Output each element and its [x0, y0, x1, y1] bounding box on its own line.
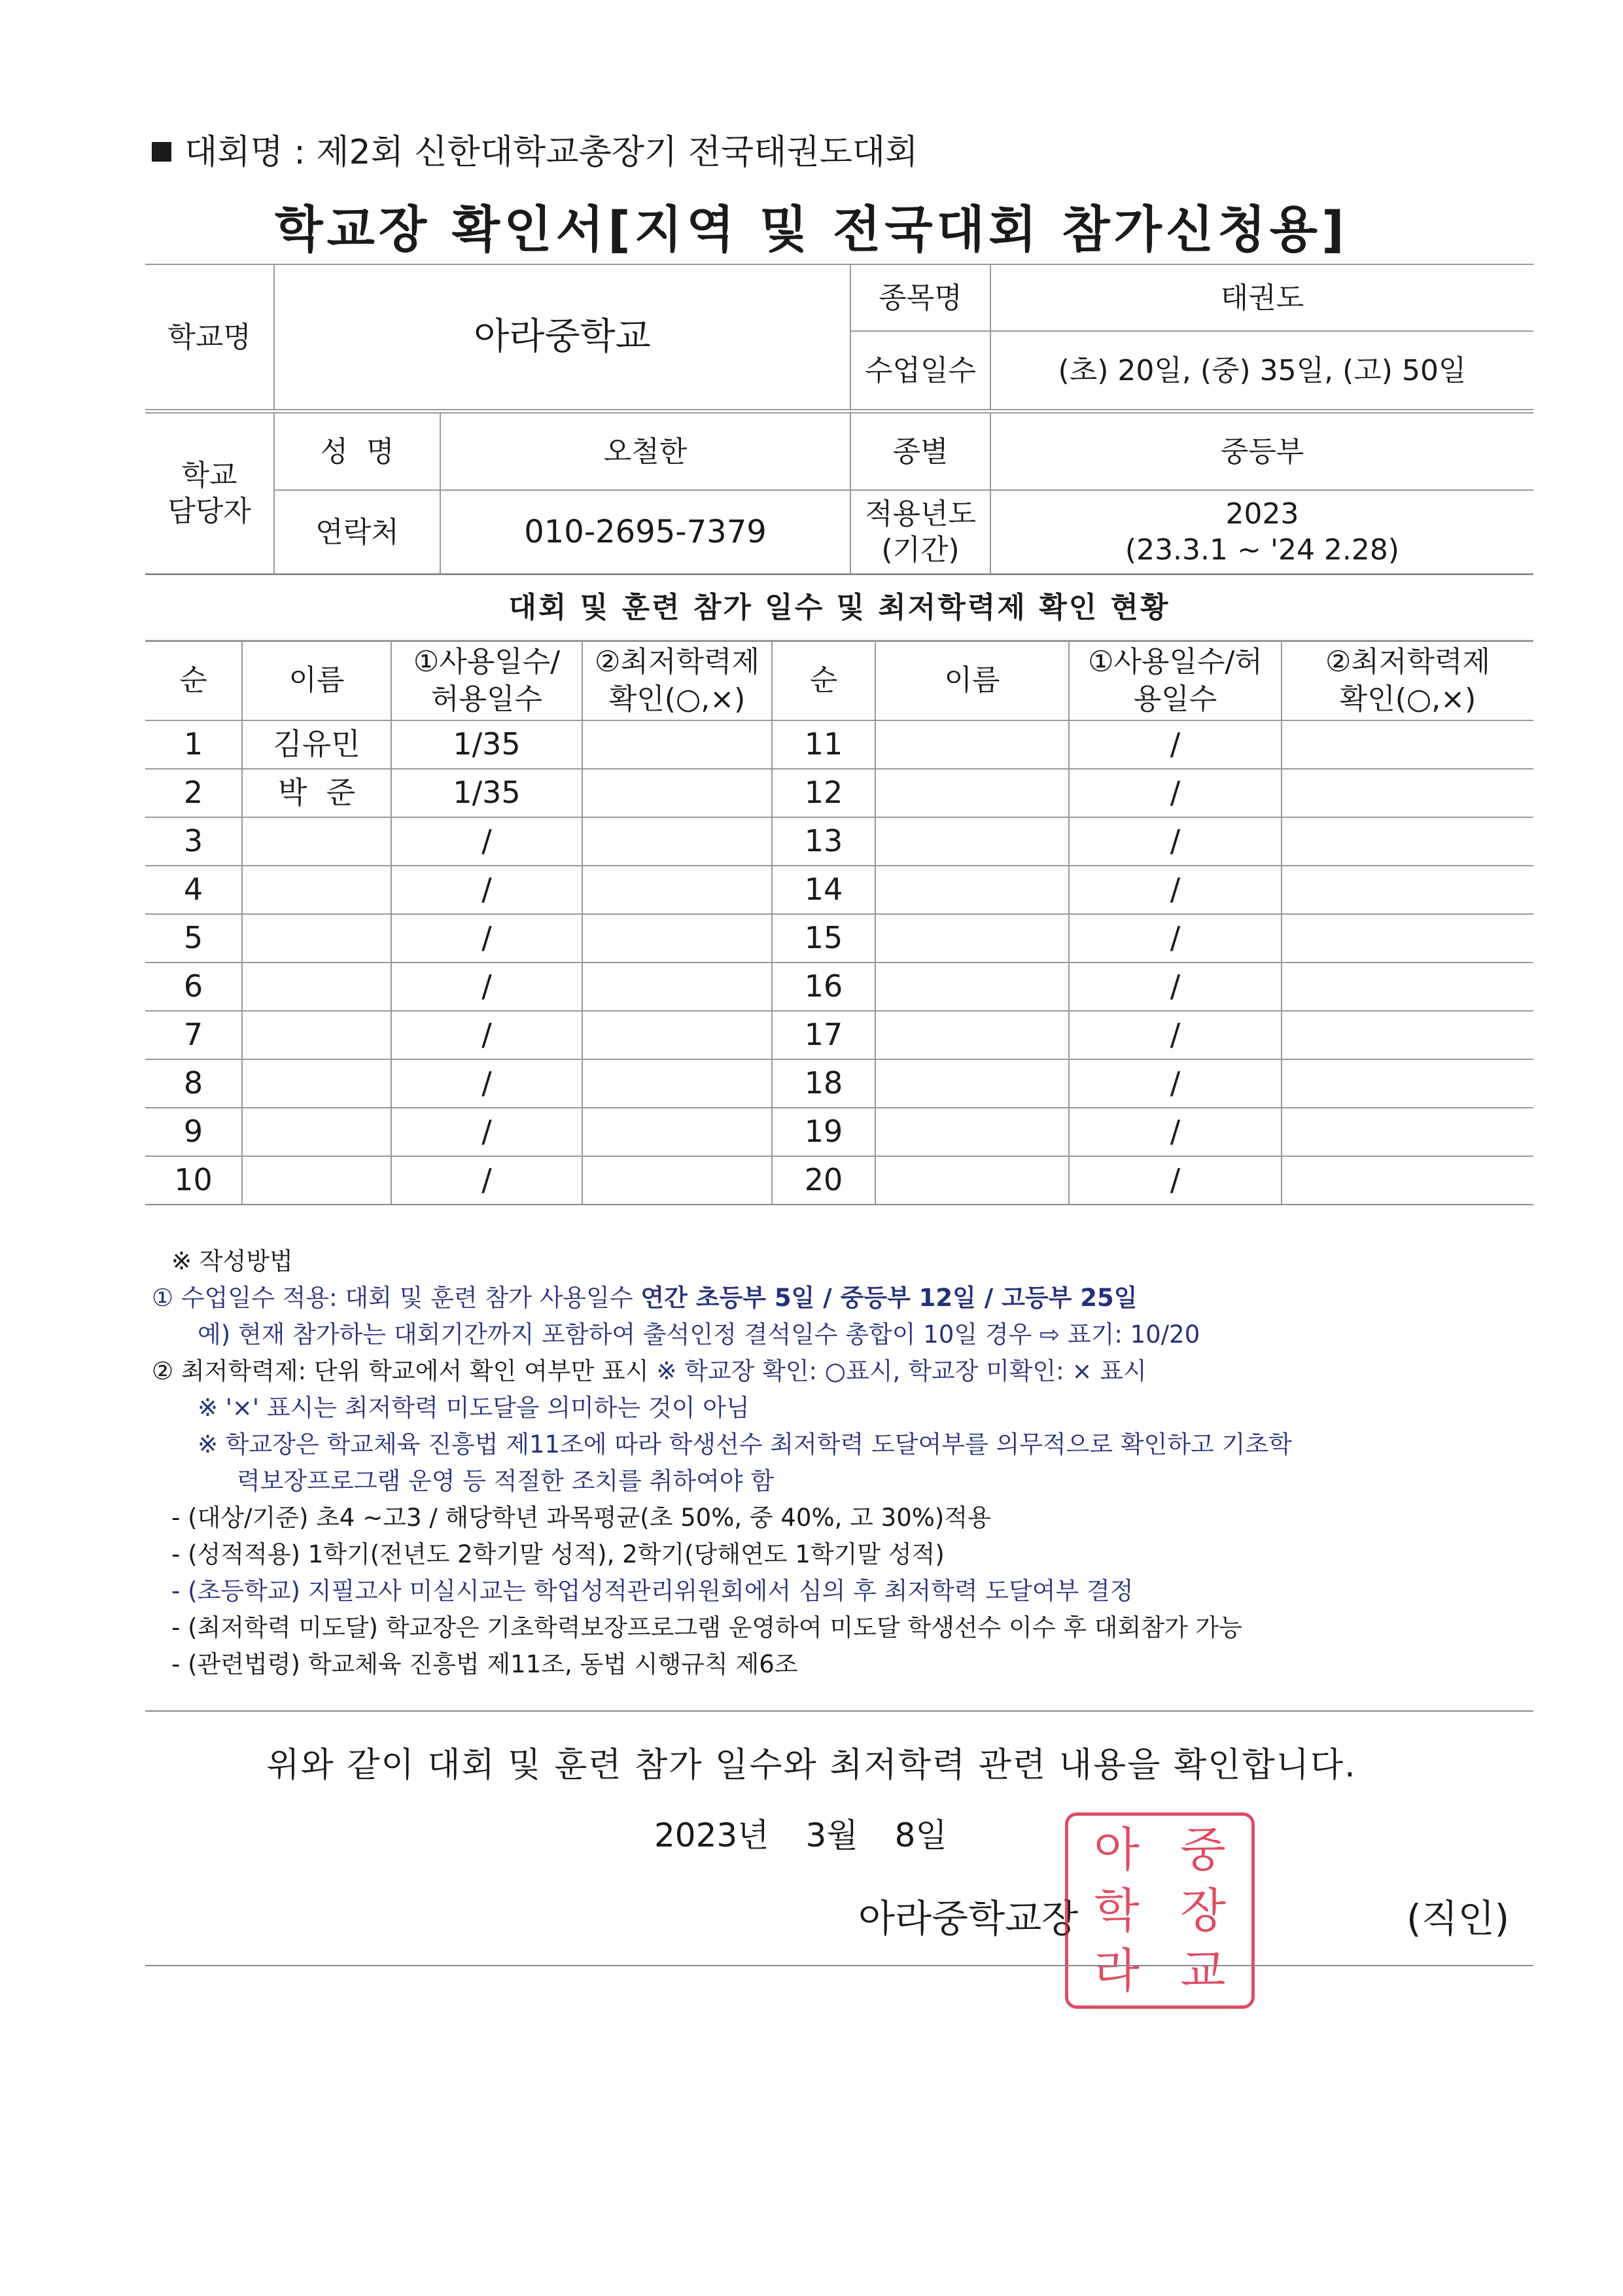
row-no: 8 — [145, 1059, 242, 1108]
seal-char: 장 — [1180, 1882, 1226, 1938]
row-days: 1/35 — [391, 720, 582, 769]
note-1-example: 예) 현재 참가하는 대회기간까지 포함하여 출석인정 결석일수 총합이 10일 경우 ⇨ 표기: 10/20 — [198, 1320, 1200, 1349]
school-label: 학교명 — [145, 264, 274, 410]
table-row — [145, 1156, 1533, 1205]
table-row — [145, 866, 1533, 914]
contact-value: 010-2695-7379 — [440, 490, 850, 574]
row-no: 12 — [772, 769, 875, 817]
header-check-right — [1282, 641, 1533, 720]
header-check-left — [582, 641, 772, 720]
row-days: / — [391, 914, 582, 963]
bullet-square-icon — [152, 142, 171, 162]
row-check — [582, 817, 772, 866]
row-no: 20 — [772, 1156, 875, 1205]
header-no-left: 순 — [145, 641, 242, 720]
row-name — [242, 866, 391, 914]
row-days: / — [1069, 1011, 1282, 1059]
row-check — [1282, 720, 1533, 769]
row-no: 5 — [145, 914, 242, 963]
row-name — [242, 914, 391, 963]
year-value: 2023 — [1225, 497, 1299, 531]
manager-label-line1: 학교 — [181, 459, 237, 492]
division-value: 중등부 — [990, 413, 1533, 490]
year-label-line2: (기간) — [881, 533, 960, 567]
row-days: / — [1069, 1059, 1282, 1108]
seal-char: 아 — [1094, 1822, 1140, 1877]
row-name — [875, 866, 1069, 914]
school-info-table — [145, 264, 1533, 410]
row-no: 11 — [772, 720, 875, 769]
row-days: / — [1069, 769, 1282, 817]
year-label-line1: 적용년도 — [864, 497, 976, 531]
row-no: 18 — [772, 1059, 875, 1108]
row-days: / — [1069, 866, 1282, 914]
section-title: 대회 및 훈련 참가 일수 및 최저학력제 확인 현황 — [145, 574, 1533, 642]
header-days-left — [391, 641, 582, 720]
row-no: 4 — [145, 866, 242, 914]
row-check — [1282, 1011, 1533, 1059]
year-period — [990, 490, 1533, 574]
date-year: 2023년 — [654, 1816, 769, 1854]
row-days: / — [391, 1011, 582, 1059]
contact-label: 연락처 — [274, 490, 440, 574]
event-name — [152, 124, 918, 173]
row-days: / — [391, 817, 582, 866]
row-check — [1282, 769, 1533, 817]
header-days-right-line2: 용일수 — [1133, 682, 1217, 716]
row-name — [875, 720, 1069, 769]
table-row — [145, 769, 1533, 817]
row-name — [242, 1059, 391, 1108]
row-check — [1282, 866, 1533, 914]
row-check — [582, 720, 772, 769]
days-label: 수업일수 — [850, 331, 990, 410]
header-name-left: 이름 — [242, 641, 391, 720]
manager-label-line2: 담당자 — [167, 495, 251, 528]
days-value: (초) 20일, (중) 35일, (고) 50일 — [990, 331, 1533, 410]
header-check-left-line1: ②최저학력제 — [595, 645, 759, 679]
table-row — [145, 1011, 1533, 1059]
row-check — [582, 963, 772, 1011]
row-check — [582, 914, 772, 963]
row-name — [242, 963, 391, 1011]
manager-label — [145, 413, 274, 574]
seal-char: 중 — [1180, 1822, 1226, 1877]
note-2-blue: ※ 학교장 확인: ○표시, 학교장 미확인: × 표시 — [656, 1357, 1147, 1385]
date-month: 3월 — [805, 1816, 858, 1854]
school-name: 아라중학교 — [274, 264, 850, 410]
event-label: 대회명 : 제2회 신한대학교총장기 전국태권도대회 — [184, 133, 918, 172]
row-no: 2 — [145, 769, 242, 817]
row-days: / — [1069, 914, 1282, 963]
row-check — [582, 1156, 772, 1205]
roster-header-row — [145, 641, 1533, 720]
row-check — [1282, 914, 1533, 963]
manager-table — [145, 412, 1533, 574]
confirmation-text: 위와 같이 대회 및 훈련 참가 일수와 최저학력 관련 내용을 확인합니다. — [266, 1746, 1357, 1785]
instructions — [152, 1243, 1578, 1683]
row-no: 9 — [145, 1108, 242, 1156]
row-days: / — [391, 1156, 582, 1205]
name-label: 성 명 — [274, 413, 440, 490]
row-name — [875, 1156, 1069, 1205]
row-days: / — [1069, 720, 1282, 769]
row-check — [582, 1011, 772, 1059]
divider — [145, 1710, 1533, 1712]
row-name — [875, 769, 1069, 817]
period-value: (23.3.1 ~ '24 2.28) — [1125, 533, 1400, 567]
row-days: / — [391, 963, 582, 1011]
row-days: / — [1069, 1108, 1282, 1156]
sport-label: 종목명 — [850, 264, 990, 331]
division-label: 종별 — [850, 413, 990, 490]
seal-char: 학 — [1094, 1882, 1140, 1938]
row-name — [875, 1059, 1069, 1108]
row-no: 19 — [772, 1108, 875, 1156]
row-no: 1 — [145, 720, 242, 769]
sport-value: 태권도 — [990, 264, 1533, 331]
row-name — [242, 1108, 391, 1156]
row-check — [1282, 963, 1533, 1011]
row-name: 박 준 — [242, 769, 391, 817]
row-no: 17 — [772, 1011, 875, 1059]
row-no: 3 — [145, 817, 242, 866]
roster-table — [145, 640, 1533, 1205]
header-days-right-line1: ①사용일수/허 — [1088, 645, 1263, 679]
note-1-lead: ① 수업일수 적용: 대회 및 훈련 참가 사용일수 — [152, 1284, 641, 1312]
note-7: - (초등학교) 지필고사 미실시교는 학업성적관리위원회에서 심의 후 최저학력 도달여부 결정 — [171, 1577, 1134, 1605]
note-3: ※ '×' 표시는 최저학력 미도달을 의미하는 것이 아님 — [198, 1394, 750, 1422]
row-name — [242, 817, 391, 866]
header-days-left-line1: ①사용일수/ — [413, 645, 561, 679]
note-8: - (최저학력 미도달) 학교장은 기초학력보장프로그램 운영하여 미도달 학생선수 이수 후 대회참가 가능 — [171, 1614, 1243, 1642]
table-row — [145, 817, 1533, 866]
table-row — [145, 914, 1533, 963]
note-9: - (관련법령) 학교체육 진흥법 제11조, 동법 시행규칙 제6조 — [171, 1650, 798, 1678]
seal-label: (직인) — [1406, 1896, 1510, 1941]
note-1-bold: 연간 초등부 5일 / 중등부 12일 / 고등부 25일 — [640, 1284, 1138, 1312]
row-no: 7 — [145, 1011, 242, 1059]
row-days: / — [391, 866, 582, 914]
header-check-right-line1: ②최저학력제 — [1325, 645, 1490, 679]
row-days: / — [1069, 1156, 1282, 1205]
row-no: 16 — [772, 963, 875, 1011]
row-name — [875, 1108, 1069, 1156]
header-days-left-line2: 허용일수 — [430, 682, 542, 716]
table-row — [145, 963, 1533, 1011]
note-1 — [152, 1280, 1578, 1316]
row-check — [582, 769, 772, 817]
official-seal-stamp — [1065, 1812, 1255, 2009]
name-value: 오철한 — [440, 413, 850, 490]
note-4-line2: 력보장프로그램 운영 등 적절한 조치를 취하여야 함 — [237, 1467, 775, 1495]
header-check-left-line2: 확인(○,×) — [608, 682, 746, 716]
row-days: / — [391, 1108, 582, 1156]
page-title: 학교장 확인서[지역 및 전국대회 참가신청용] — [275, 200, 1348, 258]
note-6: - (성적적용) 1학기(전년도 2학기말 성적), 2학기(당해연도 1학기말 성적) — [171, 1540, 945, 1568]
header-check-right-line2: 확인(○,×) — [1339, 682, 1476, 716]
row-name — [875, 914, 1069, 963]
header-days-right — [1069, 641, 1282, 720]
row-name: 김유민 — [242, 720, 391, 769]
row-no: 14 — [772, 866, 875, 914]
table-row — [145, 1108, 1533, 1156]
principal-name: 아라중학교장 — [858, 1896, 1079, 1941]
header-name-right: 이름 — [875, 641, 1069, 720]
row-check — [1282, 1108, 1533, 1156]
row-days: 1/35 — [391, 769, 582, 817]
date-day: 8일 — [894, 1816, 947, 1854]
year-label — [850, 490, 990, 574]
note-5: - (대상/기준) 초4 ~고3 / 해당학년 과목평균(초 50%, 중 40%, 고 30%)적용 — [171, 1504, 991, 1532]
row-check — [1282, 1156, 1533, 1205]
date — [654, 1809, 984, 1856]
row-name — [875, 963, 1069, 1011]
table-row — [145, 1059, 1533, 1108]
notes-heading: ※ 작성방법 — [171, 1247, 293, 1275]
row-no: 15 — [772, 914, 875, 963]
row-days: / — [1069, 817, 1282, 866]
row-name — [875, 1011, 1069, 1059]
row-no: 13 — [772, 817, 875, 866]
row-check — [1282, 1059, 1533, 1108]
row-check — [1282, 817, 1533, 866]
row-name — [242, 1011, 391, 1059]
divider — [145, 1965, 1533, 1966]
seal-char: 라 — [1094, 1943, 1140, 1999]
note-2-lead: ② 최저학력제: 단위 학교에서 확인 여부만 표시 — [152, 1357, 657, 1385]
row-no: 10 — [145, 1156, 242, 1205]
seal-char: 교 — [1180, 1943, 1226, 1999]
row-name — [242, 1156, 391, 1205]
row-check — [582, 1059, 772, 1108]
note-4-line1: ※ 학교장은 학교체육 진흥법 제11조에 따라 학생선수 최저학력 도달여부를 의무적으로 확인하고 기초학 — [198, 1430, 1292, 1458]
row-no: 6 — [145, 963, 242, 1011]
table-row — [145, 720, 1533, 769]
row-days: / — [1069, 963, 1282, 1011]
header-no-right: 순 — [772, 641, 875, 720]
row-check — [582, 866, 772, 914]
row-days: / — [391, 1059, 582, 1108]
row-name — [875, 817, 1069, 866]
row-check — [582, 1108, 772, 1156]
note-2 — [152, 1353, 1578, 1390]
